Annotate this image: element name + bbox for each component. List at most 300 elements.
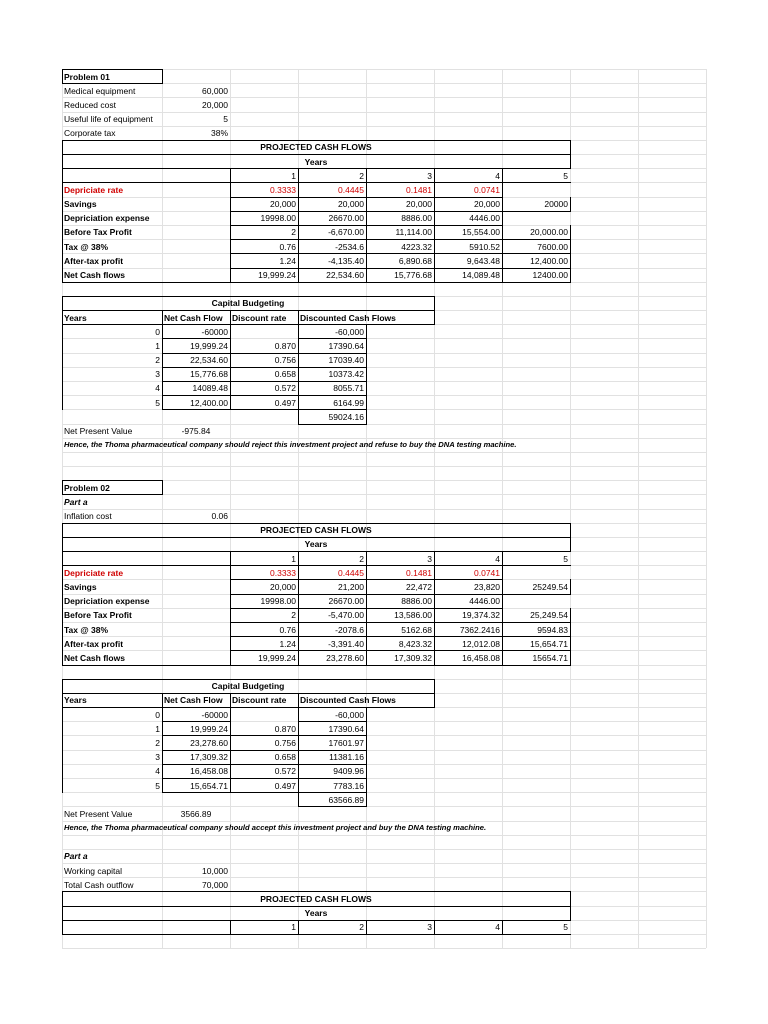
input-label: Medical equipment [64, 85, 136, 96]
cb-discounted-cash-flow-cell: 59024.16 [328, 411, 364, 422]
cell-border [62, 778, 63, 793]
cell-border [434, 693, 435, 708]
cell-border [298, 310, 299, 325]
cell-border [434, 282, 503, 283]
cell-border [62, 750, 63, 765]
cell-border [62, 197, 63, 212]
pcf-year-header: 4 [495, 170, 500, 181]
pcf-cell: 22,534.60 [326, 270, 364, 281]
cell-border [62, 324, 63, 339]
cell-border [230, 750, 231, 765]
pcf-cell: 19,374.32 [462, 610, 500, 621]
pcf-cell: 0.0741 [474, 184, 500, 195]
pcf-cell: -5,470.00 [328, 610, 364, 621]
pcf-cell: 14,089.48 [462, 270, 500, 281]
cb-net-cash-flow-cell: 12,400.00 [190, 397, 228, 408]
pcf-cell: 13,586.00 [394, 610, 432, 621]
pcf-cell: 19998.00 [260, 596, 296, 607]
cell-border [366, 707, 367, 722]
pcf-cell: 8886.00 [401, 596, 432, 607]
cell-border [298, 792, 299, 807]
pcf-cell: 4446.00 [469, 596, 500, 607]
pcf-year-header: 5 [563, 170, 568, 181]
pcf-cell: 0.0741 [474, 567, 500, 578]
cell-border [230, 707, 231, 722]
pcf-cell: 0.3333 [270, 567, 296, 578]
pcf-row-label: Tax @ 38% [64, 241, 109, 252]
problem-01-title: Problem 01 [64, 71, 110, 82]
cb-discounted-cash-flow-cell: -60,000 [335, 326, 364, 337]
input-value: 10,000 [202, 865, 228, 876]
cb-net-cash-flow-cell: 15,776.68 [190, 369, 228, 380]
pcf-cell: 11,114.00 [395, 227, 432, 238]
pcf-cell: -4,135.40 [328, 255, 364, 266]
cell-border [298, 764, 299, 779]
input-value: 38% [210, 128, 228, 139]
input-label: Working capital [64, 865, 122, 876]
pcf-cell: 5910.52 [469, 241, 500, 252]
cell-border [162, 750, 163, 765]
pcf-cell: 20000 [544, 199, 568, 210]
cb-year-cell: 0 [155, 709, 160, 720]
cb-year-cell: 3 [155, 369, 160, 380]
cell-border [298, 424, 367, 425]
pcf-cell: 21,200 [338, 581, 364, 592]
cell-border [230, 665, 299, 666]
npv-label: Net Present Value [64, 808, 133, 819]
cb-discounted-cash-flow-cell: -60,000 [335, 709, 364, 720]
pcf-year-header: 5 [563, 922, 568, 933]
pcf-cell: 9,643.48 [466, 255, 500, 266]
cell-border [62, 735, 63, 750]
cell-border [366, 409, 367, 424]
cell-border [230, 353, 231, 368]
cell-border [62, 608, 63, 623]
cell-border [230, 395, 231, 410]
pcf-title-border [570, 140, 571, 155]
cb-discount-rate-cell: 0.572 [274, 383, 296, 394]
cb-discounted-cash-flow-cell: 8055.71 [333, 383, 364, 394]
cell-border [162, 367, 163, 382]
pcf-cell: 0.4445 [338, 184, 364, 195]
cell-border [298, 665, 367, 666]
cell-border [62, 310, 63, 325]
gridline-col [638, 69, 639, 948]
pcf-cell: 20,000.00 [530, 227, 568, 238]
cb-header: Net Cash Flow [164, 312, 223, 323]
pcf-cell: 23,820 [474, 581, 500, 592]
pcf-cell: 20,000 [270, 581, 296, 592]
cb-year-cell: 3 [155, 752, 160, 763]
cell-border [366, 735, 367, 750]
cell-border [230, 338, 231, 353]
cell-border [298, 381, 299, 396]
input-value: 5 [223, 114, 228, 125]
cell-border [162, 338, 163, 353]
cell-border [366, 764, 367, 779]
pcf-title: PROJECTED CASH FLOWS [260, 893, 372, 904]
part-label: Part a [64, 496, 88, 507]
cell-border [62, 934, 571, 935]
input-label: Reduced cost [64, 99, 116, 110]
cell-border [434, 310, 435, 325]
cell-border [298, 778, 299, 793]
cell-border [298, 353, 299, 368]
pcf-cell: 20,000 [270, 199, 296, 210]
pcf-cell: 25249.54 [532, 581, 568, 592]
cb-year-cell: 2 [155, 737, 160, 748]
cell-border [298, 693, 299, 708]
pcf-cell: 20,000 [338, 199, 364, 210]
cell-border [298, 735, 299, 750]
cell-border [162, 353, 163, 368]
cb-net-cash-flow-cell: 14089.48 [192, 383, 228, 394]
cell-border [298, 707, 299, 722]
problem-title-border [62, 480, 63, 495]
cell-border [366, 395, 367, 410]
pcf-cell: 12,400.00 [530, 255, 568, 266]
cell-border [298, 721, 299, 736]
cell-border [62, 182, 63, 197]
pcf-cell: 15654.71 [532, 652, 568, 663]
pcf-cell: 16,458.08 [462, 652, 500, 663]
cell-border [502, 282, 571, 283]
pcf-cell: 8,423.32 [398, 638, 432, 649]
pcf-row-label: Savings [64, 199, 97, 210]
cell-border [366, 338, 367, 353]
cb-discount-rate-cell: 0.870 [274, 723, 296, 734]
pcf-cell: 0.1481 [406, 567, 432, 578]
cell-border [230, 367, 231, 382]
input-label: Corporate tax [64, 128, 116, 139]
pcf-cell: 7362.2416 [459, 624, 500, 635]
cell-border [62, 381, 63, 396]
pcf-cell: 12400.00 [532, 270, 568, 281]
cb-discounted-cash-flow-cell: 17390.64 [328, 340, 364, 351]
cell-border [230, 310, 231, 325]
cb-discounted-cash-flow-cell: 7783.16 [333, 780, 364, 791]
cell-border [62, 920, 63, 935]
cell-border [298, 282, 367, 283]
cb-net-cash-flow-cell: 19,999.24 [190, 340, 228, 351]
cell-border [62, 764, 63, 779]
pcf-row-label: Tax @ 38% [64, 624, 109, 635]
cb-year-cell: 1 [155, 723, 160, 734]
cb-discount-rate-cell [230, 793, 296, 807]
cell-border [62, 239, 63, 254]
cb-year-cell: 0 [155, 326, 160, 337]
cell-border [162, 778, 163, 793]
cell-border [366, 721, 367, 736]
cell-border [298, 395, 299, 410]
cell-border [366, 792, 367, 807]
input-value: 0.06 [211, 511, 228, 522]
cb-title: Capital Budgeting [211, 681, 285, 692]
cell-border [62, 551, 63, 566]
cb-discounted-cash-flow-cell: 9409.96 [333, 766, 364, 777]
pcf-cell: 22,472 [406, 581, 432, 592]
cell-border [366, 778, 367, 793]
cell-border [570, 253, 571, 268]
cell-border [570, 636, 571, 651]
pcf-cell: 1.24 [279, 255, 296, 266]
pcf-title-border [570, 523, 571, 538]
cb-year-cell: 5 [155, 780, 160, 791]
cell-border [62, 594, 63, 609]
cb-discounted-cash-flow-cell: 63566.89 [328, 794, 364, 805]
cell-border [366, 367, 367, 382]
cb-discount-rate-cell: 0.756 [274, 355, 296, 366]
cell-border [570, 579, 571, 594]
cb-net-cash-flow-cell: 23,278.60 [190, 737, 228, 748]
cell-border [162, 764, 163, 779]
pcf-year-header: 1 [291, 170, 296, 181]
cell-border [366, 665, 435, 666]
part-label: Part a [64, 851, 88, 862]
cell-border [298, 367, 299, 382]
pcf-year-header: 1 [291, 922, 296, 933]
pcf-cell: 19,999.24 [258, 270, 296, 281]
pcf-years-label: Years [304, 908, 328, 919]
cell-border [62, 579, 63, 594]
pcf-cell: 0.1481 [406, 184, 432, 195]
cb-discounted-cash-flow-cell: 17601.97 [328, 737, 364, 748]
pcf-cell: 0.3333 [270, 184, 296, 195]
pcf-years-border [570, 154, 571, 169]
cb-discount-rate-cell: 0.497 [274, 397, 296, 408]
cell-border [162, 735, 163, 750]
cell-border [162, 324, 163, 339]
cell-border [502, 665, 571, 666]
cb-header: Discount rate [232, 312, 287, 323]
cb-net-cash-flow-cell: 16,458.08 [190, 766, 228, 777]
pcf-years-border [570, 537, 571, 552]
cb-net-cash-flow-cell: 22,534.60 [190, 355, 228, 366]
cell-border [162, 310, 163, 325]
cb-discount-rate-cell: 0.658 [274, 752, 296, 763]
pcf-cell: 2 [291, 227, 296, 238]
cb-discount-rate-cell: 0.497 [274, 780, 296, 791]
cell-border [570, 268, 571, 283]
cell-border [298, 806, 367, 807]
cell-border [298, 409, 299, 424]
problem-title-border [62, 69, 63, 84]
cb-discounted-cash-flow-cell: 10373.42 [328, 369, 364, 380]
pcf-row-label: After-tax profit [64, 255, 124, 266]
pcf-row-label: Depriciation expense [64, 596, 150, 607]
cell-border [570, 197, 571, 212]
pcf-years-border [570, 906, 571, 921]
cell-border [62, 268, 63, 283]
cell-border [62, 565, 63, 580]
pcf-row-label: Depriciate rate [64, 184, 124, 195]
pcf-cell: 25,249.54 [530, 610, 568, 621]
cb-title-border [434, 296, 435, 311]
cell-border [62, 367, 63, 382]
cb-discount-rate-cell [230, 410, 296, 424]
cell-border [230, 282, 299, 283]
pcf-year-header: 1 [291, 553, 296, 564]
pcf-row-label: After-tax profit [64, 638, 124, 649]
cell-border [366, 353, 367, 368]
pcf-cell: 0.76 [279, 241, 296, 252]
cell-border [62, 225, 63, 240]
cell-border [62, 395, 63, 410]
cb-year-cell: 4 [155, 766, 160, 777]
pcf-row-label: Depriciate rate [64, 567, 124, 578]
pcf-cell: -2078.6 [335, 624, 364, 635]
cb-year-cell: 5 [155, 397, 160, 408]
cell-border [298, 324, 299, 339]
cb-discount-rate-cell [230, 708, 296, 722]
cell-border [230, 735, 231, 750]
cell-border [570, 608, 571, 623]
pcf-cell [502, 183, 568, 197]
pcf-year-header: 2 [359, 922, 364, 933]
cb-discount-rate-cell [230, 325, 296, 339]
pcf-row-label: Net Cash flows [64, 270, 125, 281]
cell-border [298, 750, 299, 765]
pcf-cell: 15,654.71 [530, 638, 568, 649]
pcf-cell: 6,890.68 [398, 255, 432, 266]
cb-header: Discounted Cash Flows [300, 312, 396, 323]
pcf-year-header: 3 [427, 553, 432, 564]
cell-border [230, 778, 231, 793]
cell-border [62, 211, 63, 226]
problem-title-border [162, 69, 163, 84]
cell-border [162, 381, 163, 396]
input-label: Inflation cost [64, 511, 112, 522]
cell-border [570, 225, 571, 240]
cell-border [62, 622, 63, 637]
input-value: 20,000 [202, 99, 228, 110]
cb-discounted-cash-flow-cell: 17390.64 [328, 723, 364, 734]
pcf-cell: 23,278.60 [326, 652, 364, 663]
pcf-year-header: 5 [563, 553, 568, 564]
cell-border [62, 707, 63, 722]
cb-header: Years [64, 312, 87, 323]
cb-net-cash-flow-cell: -60000 [201, 326, 228, 337]
conclusion-text: Hence, the Thoma pharmaceutical company should accept this investment project and buy the DNA testing machine. [64, 823, 487, 833]
cell-border [62, 353, 63, 368]
pcf-cell: 4223.32 [401, 241, 432, 252]
pcf-year-header: 2 [359, 553, 364, 564]
cell-border [162, 693, 163, 708]
pcf-cell: -2534.6 [335, 241, 364, 252]
cb-discount-rate-cell: 0.756 [274, 737, 296, 748]
cb-net-cash-flow-cell: 19,999.24 [190, 723, 228, 734]
cb-discounted-cash-flow-cell: 6164.99 [333, 397, 364, 408]
problem-02-title: Problem 02 [64, 482, 110, 493]
pcf-cell: 19,999.24 [258, 652, 296, 663]
pcf-cell: 5162.68 [401, 624, 432, 635]
pcf-cell: -3,391.40 [328, 638, 364, 649]
cell-border [162, 721, 163, 736]
pcf-years-label: Years [304, 156, 328, 167]
input-label: Total Cash outflow [64, 879, 134, 890]
pcf-cell: 0.4445 [338, 567, 364, 578]
pcf-cell: 15,554.00 [462, 227, 500, 238]
pcf-row-label: Before Tax Profit [64, 610, 132, 621]
pcf-cell: 20,000 [474, 199, 500, 210]
cell-border [230, 721, 231, 736]
cb-year-cell: 1 [155, 340, 160, 351]
pcf-year-header: 2 [359, 170, 364, 181]
cell-border [570, 650, 571, 665]
pcf-cell: 2 [291, 610, 296, 621]
cell-border [230, 764, 231, 779]
cb-discounted-cash-flow-cell: 17039.40 [328, 355, 364, 366]
cb-year-cell: 4 [155, 383, 160, 394]
cell-border [366, 750, 367, 765]
pcf-year-header: 3 [427, 170, 432, 181]
cell-border [62, 636, 63, 651]
cb-year-cell: 2 [155, 355, 160, 366]
gridline-row [62, 948, 706, 949]
cb-title-border [434, 679, 435, 694]
cb-net-cash-flow-cell: 15,654.71 [190, 780, 228, 791]
cb-net-cash-flow-cell [162, 793, 228, 807]
cell-border [62, 650, 63, 665]
cell-border [162, 707, 163, 722]
pcf-year-header: 4 [495, 922, 500, 933]
gridline-col [706, 69, 707, 948]
cell-border [298, 338, 299, 353]
cb-net-cash-flow-cell [162, 410, 228, 424]
cell-border [366, 282, 435, 283]
input-value: 60,000 [202, 85, 228, 96]
cell-border [230, 693, 231, 708]
cell-border [62, 253, 63, 268]
cell-border [62, 338, 63, 353]
cell-border [366, 381, 367, 396]
pcf-cell: 15,776.68 [394, 270, 432, 281]
cb-year-cell [62, 410, 160, 424]
pcf-row-label: Depriciation expense [64, 213, 150, 224]
pcf-row-label: Before Tax Profit [64, 227, 132, 238]
pcf-cell: 20,000 [406, 199, 432, 210]
pcf-title: PROJECTED CASH FLOWS [260, 525, 372, 536]
cell-border [570, 622, 571, 637]
pcf-cell: 1.24 [279, 638, 296, 649]
pcf-cell: 8886.00 [401, 213, 432, 224]
pcf-year-header: 3 [427, 922, 432, 933]
cb-header: Discount rate [232, 695, 287, 706]
input-label: Useful life of equipment [64, 114, 153, 125]
cb-discount-rate-cell: 0.572 [274, 766, 296, 777]
pcf-cell [502, 211, 568, 225]
pcf-cell: 4446.00 [469, 213, 500, 224]
cell-border [62, 665, 231, 666]
npv-value: -975.84 [181, 426, 211, 436]
pcf-cell: 0.76 [279, 624, 296, 635]
npv-label: Net Present Value [64, 426, 133, 436]
cb-header: Discounted Cash Flows [300, 695, 396, 706]
pcf-cell [502, 594, 568, 608]
cell-border [162, 395, 163, 410]
pcf-cell: 9594.83 [537, 624, 568, 635]
pcf-cell: 26670.00 [328, 213, 364, 224]
pcf-row-label: Savings [64, 581, 97, 592]
pcf-years-label: Years [304, 539, 328, 550]
gridline-row [62, 466, 706, 467]
cell-border [570, 239, 571, 254]
cell-border [62, 693, 63, 708]
problem-title-border [162, 480, 163, 495]
conclusion-text: Hence, the Thoma pharmaceutical company should reject this investment project and refuse to buy the DNA testing machine. [64, 440, 517, 450]
pcf-year-header: 4 [495, 553, 500, 564]
pcf-cell: 19998.00 [260, 213, 296, 224]
